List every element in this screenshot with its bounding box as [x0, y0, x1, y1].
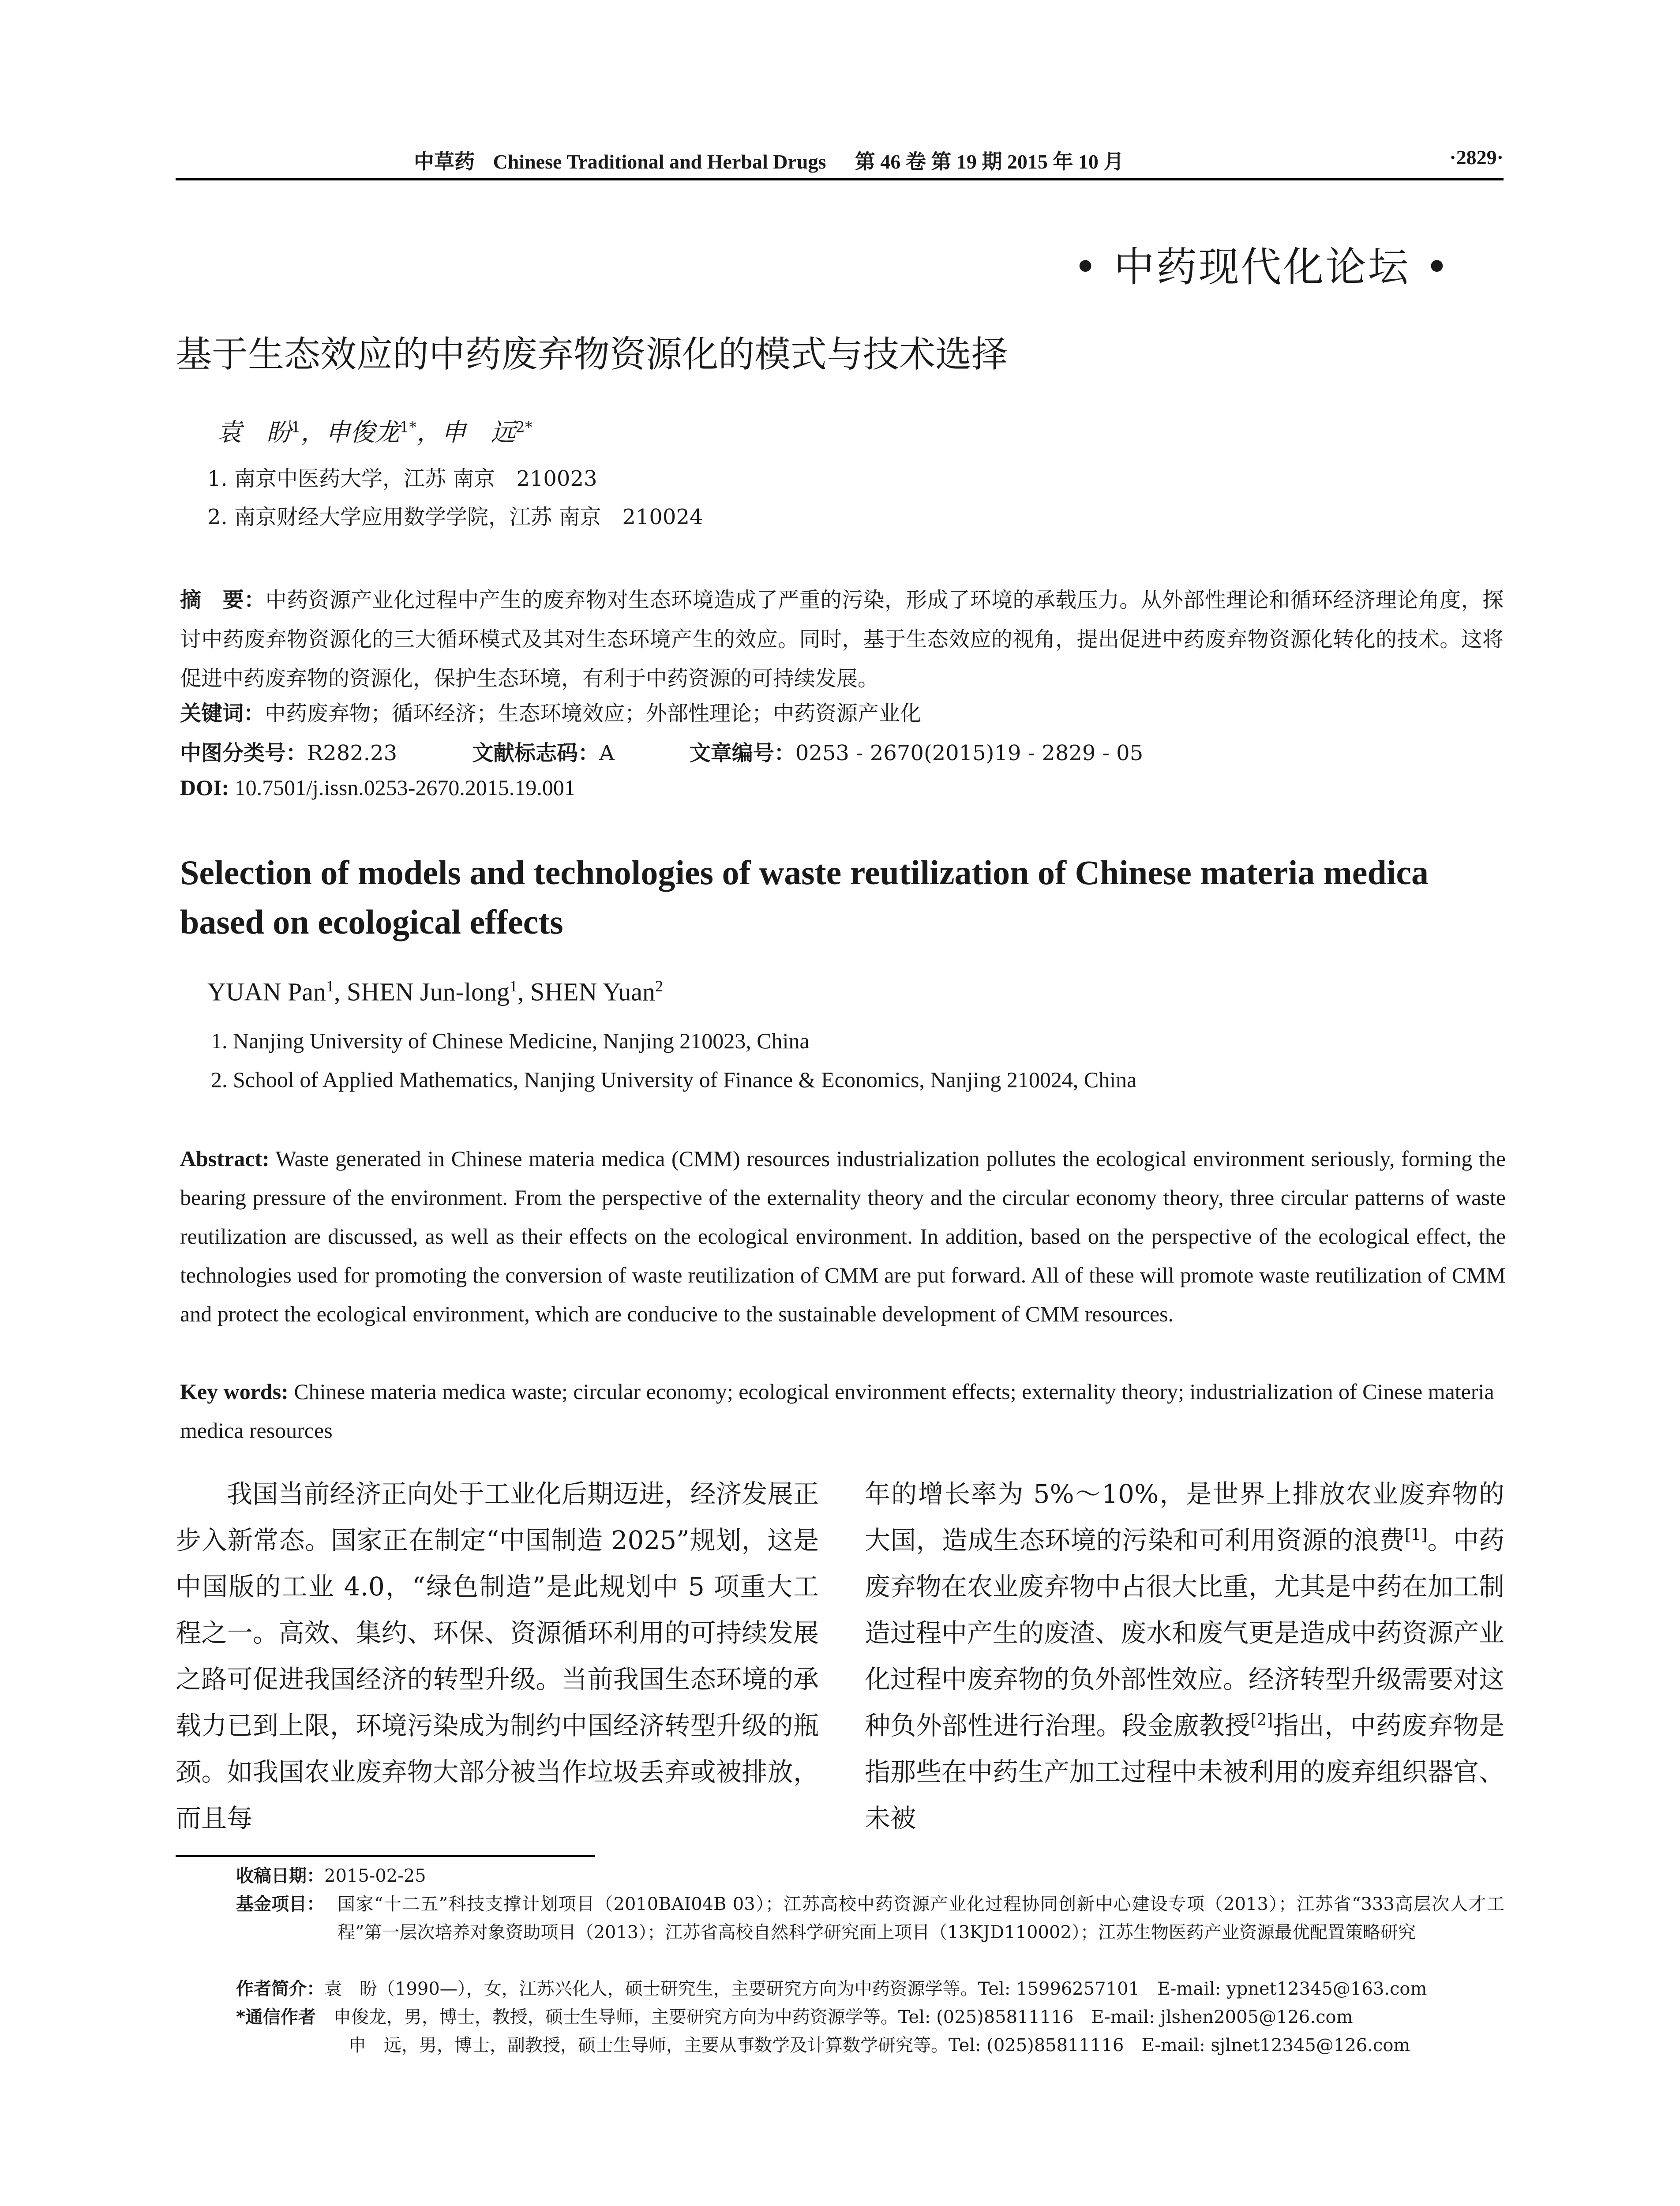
author-name: YUAN Pan [207, 977, 326, 1006]
author-mark: 2 [655, 977, 664, 995]
article-no-value: 0253 - 2670(2015)19 - 2829 - 05 [795, 741, 1144, 765]
body-text: 指出，中药废弃物是指那些在中药生产加工过程中未被利用的废弃组织器官、未被 [865, 1711, 1505, 1833]
received-date: 2015-02-25 [324, 1866, 426, 1886]
author-name: SHEN Yuan [530, 977, 656, 1006]
affiliation-cn-2: 2. 南京财经大学应用数学学院，江苏 南京 210024 [207, 505, 703, 529]
keywords-cn-text: 中药废弃物；循环经济；生态环境效应；外部性理论；中药资源产业化 [265, 701, 922, 726]
footnote-rule [176, 1855, 595, 1857]
affiliation-en-1: 1. Nanjing University of Chinese Medicine, Nanjing 210023, China [211, 1028, 810, 1053]
abstract-en-label: Abstract: [180, 1146, 270, 1171]
authors-cn: 袁 盼$^1$，申俊龙$^{1*}$，申 远$^{2*}$ [217, 418, 532, 447]
footnote-corresponding-2: 申 远，男，博士，副教授，硕士生导师，主要从事数学及计算数学研究等。Tel: (025)85811116 E-mail: sjlnet12345@126.com [349, 2035, 1410, 2056]
doi [180, 775, 575, 800]
footnote-corresponding [236, 2003, 1353, 2031]
running-header [176, 140, 1504, 180]
author-mark: 2* [515, 418, 532, 436]
abstract-en-text: Waste generated in Chinese materia medica (CMM) resources industrialization pollutes the ecological environment seriously, forming the bearing pressure of the environment. From the perspective of the externality theory and the circular economy theory, three circular patterns of waste reutilization are discussed, as well as their effects on the ecological environment. In addition, based on the perspective of the ecological effect, the technologies used for promoting the conversion of waste reutilization of CMM are put forward. All of these will promote waste reutilization of CMM and protect the ecological environment, which are conducive to the sustainable development of CMM resources. [180, 1146, 1506, 1326]
body-column-left: 我国当前经济正向处于工业化后期迈进，经济发展正步入新常态。国家正在制定“中国制造 2025”规划，这是中国版的工业 4.0，“绿色制造”是此规划中 5 项重大工程之一。高效、集约、环保、资源循环利用的可持续发展之路可促进我国经济的转型升级。当前我国生态环境的承载力已到上限，环境污染成为制约中国经济转型升级的瓶颈。如我国农业废弃物大部分被当作垃圾丢弃或被排放，而且每 [176, 1479, 819, 1833]
citation-ref[interactable]: [1] [1405, 1526, 1428, 1544]
doc-code-value: A [599, 741, 615, 765]
body-text: 。中药废弃物在农业废弃物中占很大比重，尤其是中药在加工制造过程中产生的废渣、废水和废气更是造成中药资源产业化过程中废弃物的负外部性效应。经济转型升级需要对这种负外部性进行治理。段金廒教授 [865, 1525, 1505, 1741]
author-name: SHEN Jun-long [347, 977, 510, 1006]
clc-label: 中图分类号： [180, 741, 308, 765]
author-bio-label: 作者简介： [236, 1979, 324, 1999]
authors-en: YUAN Pan$^1$, SHEN Jun-long$^1$, SHEN Yuan$^2$ [207, 977, 664, 1006]
clc-value: R282.23 [307, 741, 398, 765]
keywords-en [180, 1372, 1506, 1450]
author-mark: 1* [399, 418, 417, 436]
received-label: 收稿日期： [236, 1866, 324, 1886]
journal-volume: 第 46 卷 第 19 期 2015 年 10 月 [855, 150, 1124, 173]
keywords-cn [180, 696, 921, 727]
author-mark: 1 [291, 418, 301, 436]
journal-name-en: Chinese Traditional and Herbal Drugs [493, 150, 826, 173]
body-text: 年的增长率为 5%～10%，是世界上排放农业废弃物的大国，造成生态环境的污染和可利用资源的浪费 [865, 1479, 1504, 1555]
title-en: Selection of models and technologies of waste reutilization of Chinese materia medica based on ecological effects [180, 853, 1429, 941]
keywords-en-text: Chinese materia medica waste; circular economy; ecological environment effects; externality theory; industrialization of Cinese materia medica resources [180, 1379, 1494, 1443]
footnote-fund [236, 1890, 1504, 1947]
corresponding-text-1: 申俊龙，男，博士，教授，硕士生导师，主要研究方向为中药资源学等。Tel: (025)85811116 E-mail: jlshen2005@126.com [333, 2007, 1353, 2027]
corresponding-label: *通信作者 [236, 2007, 316, 2027]
fund-text: 国家“十二五”科技支撑计划项目（2010BAI04B 03）；江苏高校中药资源产业化过程协同创新中心建设专项（2013）；江苏省“333高层次人才工程”第一层次培养对象资助项目（2013）；江苏省高校自然科学研究面上项目（13KJD110002）；江苏生物医药产业资源最优配置策略研究 [338, 1894, 1504, 1943]
doi-label: DOI: [180, 775, 229, 800]
citation-ref[interactable]: [2] [1250, 1711, 1273, 1730]
article-no-label: 文章编号： [689, 741, 795, 765]
column-heading: • 中药现代化论坛 • [1073, 244, 1451, 291]
title-cn: 基于生态效应的中药废弃物资源化的模式与技术选择 [176, 334, 1008, 375]
doc-code-label: 文献标志码： [472, 741, 600, 765]
keywords-cn-label: 关键词： [180, 701, 265, 726]
footnote-received [236, 1862, 426, 1890]
abstract-cn-label: 摘 要： [180, 588, 266, 612]
abstract-cn-text: 中药资源产业化过程中产生的废弃物对生态环境造成了严重的污染，形成了环境的承载压力。从外部性理论和循环经济理论角度，探讨中药废弃物资源化的三大循环模式及其对生态环境产生的效应。同时，基于生态效应的视角，提出促进中药废弃物资源化转化的技术。这将促进中药废弃物的资源化，保护生态环境，有利于中药资源的可持续发展。 [180, 588, 1504, 691]
classification-line [180, 736, 1143, 766]
author-name: 申 远 [441, 418, 516, 447]
footnote-author [236, 1975, 1427, 2003]
affiliation-cn-1: 1. 南京中医药大学，江苏 南京 210023 [207, 466, 597, 491]
fund-label: 基金项目： [236, 1894, 324, 1914]
body-column-right [865, 1471, 1504, 1842]
author-bio-text: 袁 盼（1990—），女，江苏兴化人，硕士研究生，主要研究方向为中药资源学等。Tel: 15996257101 E-mail: ypnet12345@163.com [324, 1979, 1427, 1999]
author-name: 袁 盼 [217, 418, 291, 447]
journal-info [414, 146, 1124, 175]
journal-name-cn: 中草药 [414, 150, 475, 173]
doi-value: 10.7501/j.issn.0253-2670.2015.19.001 [234, 775, 575, 800]
affiliation-en-2: 2. School of Applied Mathematics, Nanjing University of Finance & Economics, Nanjing 210024, China [211, 1067, 1137, 1092]
author-mark: 1 [326, 977, 334, 995]
page-number: ·2829· [1449, 146, 1504, 169]
abstract-en [180, 1139, 1506, 1333]
author-name: 申俊龙 [325, 418, 400, 447]
keywords-en-label: Key words: [180, 1379, 289, 1404]
abstract-cn [180, 581, 1504, 698]
author-mark: 1 [510, 977, 518, 995]
